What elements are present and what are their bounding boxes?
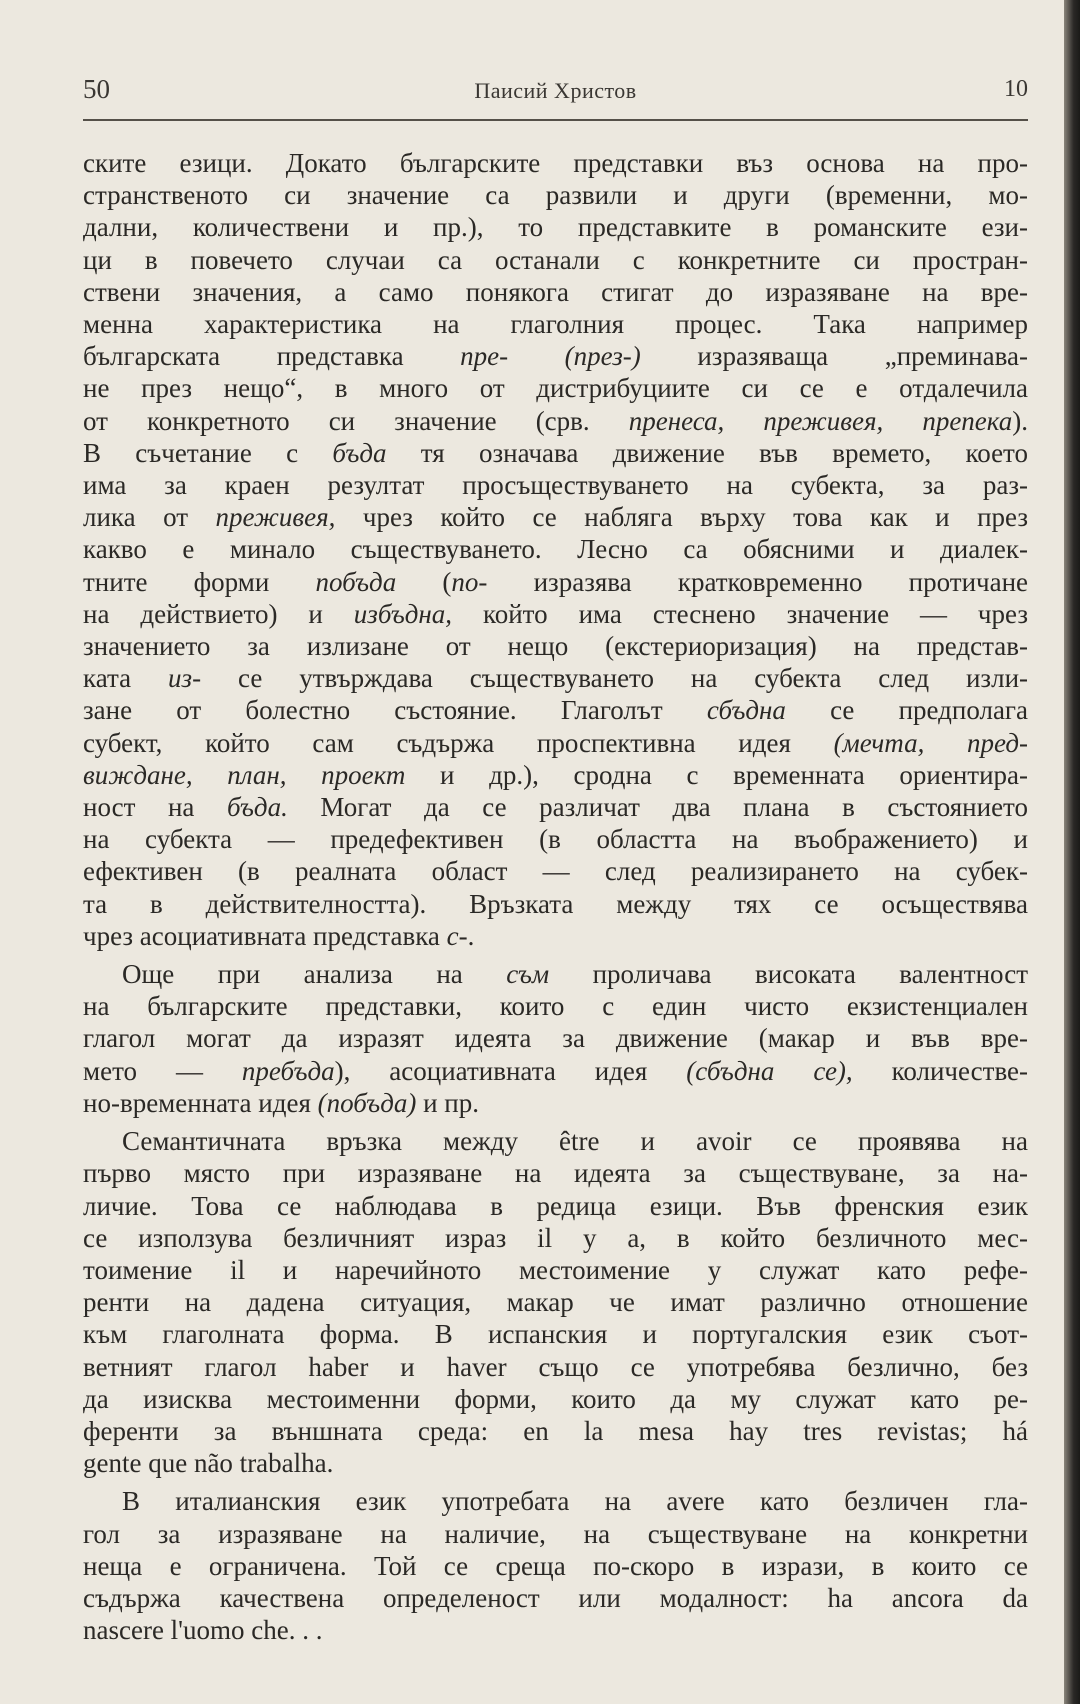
text-run: .	[467, 920, 475, 951]
text-run: изразява кратковременно протичане	[487, 566, 1029, 597]
text-line	[83, 888, 1028, 920]
text-line	[83, 437, 1028, 469]
italic-text: пре- (през-)	[460, 341, 641, 372]
text-line	[83, 1286, 1028, 1318]
text-run: чрез асоциативната представка	[83, 920, 447, 951]
text-run: значението за излизане от нещо (екстериоризация) на представ-	[83, 631, 1028, 662]
text-line	[83, 244, 1028, 276]
text-line	[83, 1055, 1028, 1087]
italic-text: побъда	[315, 566, 397, 597]
text-line	[83, 1485, 1028, 1517]
text-line	[83, 1318, 1028, 1350]
text-run: се използува безличният израз il y a, в който безличното мес-	[83, 1222, 1028, 1253]
signature-mark: 10	[1004, 76, 1028, 102]
text-line	[83, 1415, 1028, 1447]
italic-text: съм	[506, 959, 550, 990]
text-line	[83, 533, 1028, 565]
italic-text: (мечта, пред-	[833, 727, 1028, 758]
text-line	[83, 694, 1028, 726]
text-line	[83, 211, 1028, 243]
text-run: В съчетание с	[83, 437, 333, 468]
text-run: чрез който се набляга върху това как и през	[335, 502, 1028, 533]
text-line	[83, 1518, 1028, 1550]
body-text	[83, 147, 1028, 1646]
running-head: Паисий Христов	[474, 78, 637, 103]
text-line	[83, 1582, 1028, 1614]
text-run: ци в повечето случаи са останали с конкретните си простран-	[83, 244, 1028, 275]
text-run: странственото си значение са развили и други (временни, мо-	[83, 180, 1028, 211]
italic-text: пренеса, преживея, препека	[628, 405, 1013, 436]
text-run: гол за изразяване на наличие, на съществуване на конкретни	[83, 1518, 1028, 1549]
text-run: Семантичната връзка между être и avoir се проявява на	[122, 1126, 1028, 1157]
text-line	[83, 958, 1028, 990]
page-number: 50	[83, 74, 110, 104]
text-line	[83, 405, 1028, 437]
text-line	[83, 469, 1028, 501]
text-run: който има стеснено значение — чрез	[452, 598, 1028, 629]
text-line	[83, 147, 1028, 179]
text-line	[83, 823, 1028, 855]
italic-text: избъдна,	[353, 598, 453, 629]
text-run: ференти за външната среда: en la mesa hay tres revistas; há	[83, 1415, 1028, 1446]
text-line	[83, 1614, 1028, 1646]
text-run: да изисква местоименни форми, които да му служат като ре-	[83, 1383, 1028, 1414]
text-run: тоимение il и наречийното местоимение y служат като рефе-	[83, 1254, 1028, 1285]
italic-text: (побъда)	[317, 1087, 417, 1118]
text-line	[83, 855, 1028, 887]
italic-text: преживея,	[215, 502, 336, 533]
text-line	[83, 1087, 1028, 1119]
text-run: съдържа качествена определеност или модалност: ha ancora da	[83, 1582, 1028, 1613]
text-run: ветният глагол haber и haver също се употребява безлично, без	[83, 1351, 1028, 1382]
text-line	[83, 791, 1028, 823]
text-line	[83, 1190, 1028, 1222]
text-run: има за краен резултат просъществуването на субекта, за раз-	[83, 470, 1028, 501]
italic-text: пребъда	[241, 1055, 335, 1086]
text-line	[83, 372, 1028, 404]
text-run: ренти на дадена ситуация, макар че имат различно отношение	[83, 1287, 1028, 1318]
text-line	[83, 1447, 1028, 1479]
text-run: и пр.	[416, 1087, 480, 1118]
text-run: менна характеристика на глаголния процес. Така например	[83, 309, 1028, 340]
italic-text: (сбъдна се),	[686, 1055, 853, 1086]
text-run: зане от болестно състояние. Глаголът	[83, 695, 707, 726]
text-run: на българските представки, които с един чисто екзистенциален	[83, 991, 1028, 1022]
text-run: gente que não trabalha.	[83, 1448, 334, 1479]
italic-text: виждане, план, проект	[83, 759, 406, 790]
text-run: изразяваща „преминава-	[640, 341, 1028, 372]
italic-text: бъда	[332, 437, 387, 468]
page-header	[83, 74, 1028, 114]
text-run: на субекта — предефективен (в областта на въображението) и	[83, 824, 1028, 855]
text-line	[83, 598, 1028, 630]
text-run: мето —	[83, 1055, 242, 1086]
text-run: Могат да се различат два плана в състоянието	[287, 792, 1028, 823]
text-run: неща е ограничена. Той се среща по-скоро в изрази, в които се	[83, 1550, 1028, 1581]
italic-text: из-	[168, 663, 202, 694]
text-run: българската представка	[83, 341, 461, 372]
text-line	[83, 727, 1028, 759]
text-run: ност на	[83, 792, 227, 823]
text-line	[83, 179, 1028, 211]
text-line	[83, 1254, 1028, 1286]
header-rule	[83, 119, 1028, 121]
text-run: ), асоциативната идея	[334, 1055, 687, 1086]
text-run: субект, който сам съдържа проспективна идея	[83, 727, 834, 758]
text-line	[83, 308, 1028, 340]
text-run: към глаголната форма. В испанския и португалския език съот-	[83, 1319, 1028, 1350]
text-run: от конкретното си значение (срв.	[83, 405, 629, 436]
text-run: личие. Това се наблюдава в редица езици. Във френския език	[83, 1190, 1028, 1221]
text-run: лика от	[83, 502, 216, 533]
text-run: количестве-	[852, 1055, 1029, 1086]
text-line	[83, 990, 1028, 1022]
text-run: ката	[83, 663, 169, 694]
text-run: та в действителността). Връзката между тях се осъществява	[83, 888, 1028, 919]
text-line	[83, 662, 1028, 694]
text-line	[83, 1125, 1028, 1157]
italic-text: бъда.	[227, 792, 288, 823]
text-run: Още при анализа на	[122, 959, 507, 990]
text-run: тните форми	[83, 566, 316, 597]
text-run: но-временната идея	[83, 1087, 318, 1118]
text-run: тя означава движение във времето, което	[386, 437, 1028, 468]
text-line	[83, 920, 1028, 952]
text-run: на действието) и	[83, 598, 354, 629]
text-line	[83, 1383, 1028, 1415]
text-run: (	[396, 566, 452, 597]
text-line	[83, 1550, 1028, 1582]
text-line	[83, 501, 1028, 533]
text-line	[83, 759, 1028, 791]
text-run: В италианския език употребата на avere като безличен гла-	[122, 1486, 1028, 1517]
text-run: ствени значения, а само понякога стигат до изразяване на вре-	[83, 276, 1028, 307]
text-line	[83, 630, 1028, 662]
text-run: ).	[1012, 405, 1028, 436]
text-line	[83, 566, 1028, 598]
text-run: не през нещо“, в много от дистрибуциите си се е отдалечила	[83, 373, 1028, 404]
page-edge-shadow	[1064, 0, 1080, 1704]
italic-text: с-	[446, 920, 468, 951]
text-line	[83, 1351, 1028, 1383]
text-line	[83, 1157, 1028, 1189]
text-run: глагол могат да изразят идеята за движение (макар и във вре-	[83, 1023, 1028, 1054]
text-run: дални, количествени и пр.), то представките в романските ези-	[83, 212, 1028, 243]
text-run: се предполага	[785, 695, 1028, 726]
italic-text: сбъдна	[706, 695, 786, 726]
text-line	[83, 340, 1028, 372]
text-line	[83, 1222, 1028, 1254]
text-run: се утвърждава съществуването на субекта след изли-	[201, 663, 1029, 694]
text-run: nascere l'uomo che. . .	[83, 1615, 323, 1646]
text-line	[83, 276, 1028, 308]
text-run: ефективен (в реалната област — след реализирането на субек-	[83, 856, 1028, 887]
text-run: и др.), сродна с временната ориентира-	[405, 759, 1028, 790]
italic-text: по-	[451, 566, 488, 597]
text-run: какво е минало съществуването. Лесно са обясними и диалек-	[83, 534, 1028, 565]
text-run: ските езици. Докато българските представки въз основа на про-	[83, 148, 1028, 178]
text-run: проличава високата валентност	[549, 959, 1028, 990]
text-line	[83, 1022, 1028, 1054]
text-run: първо място при изразяване на идеята за съществуване, за на-	[83, 1158, 1028, 1189]
